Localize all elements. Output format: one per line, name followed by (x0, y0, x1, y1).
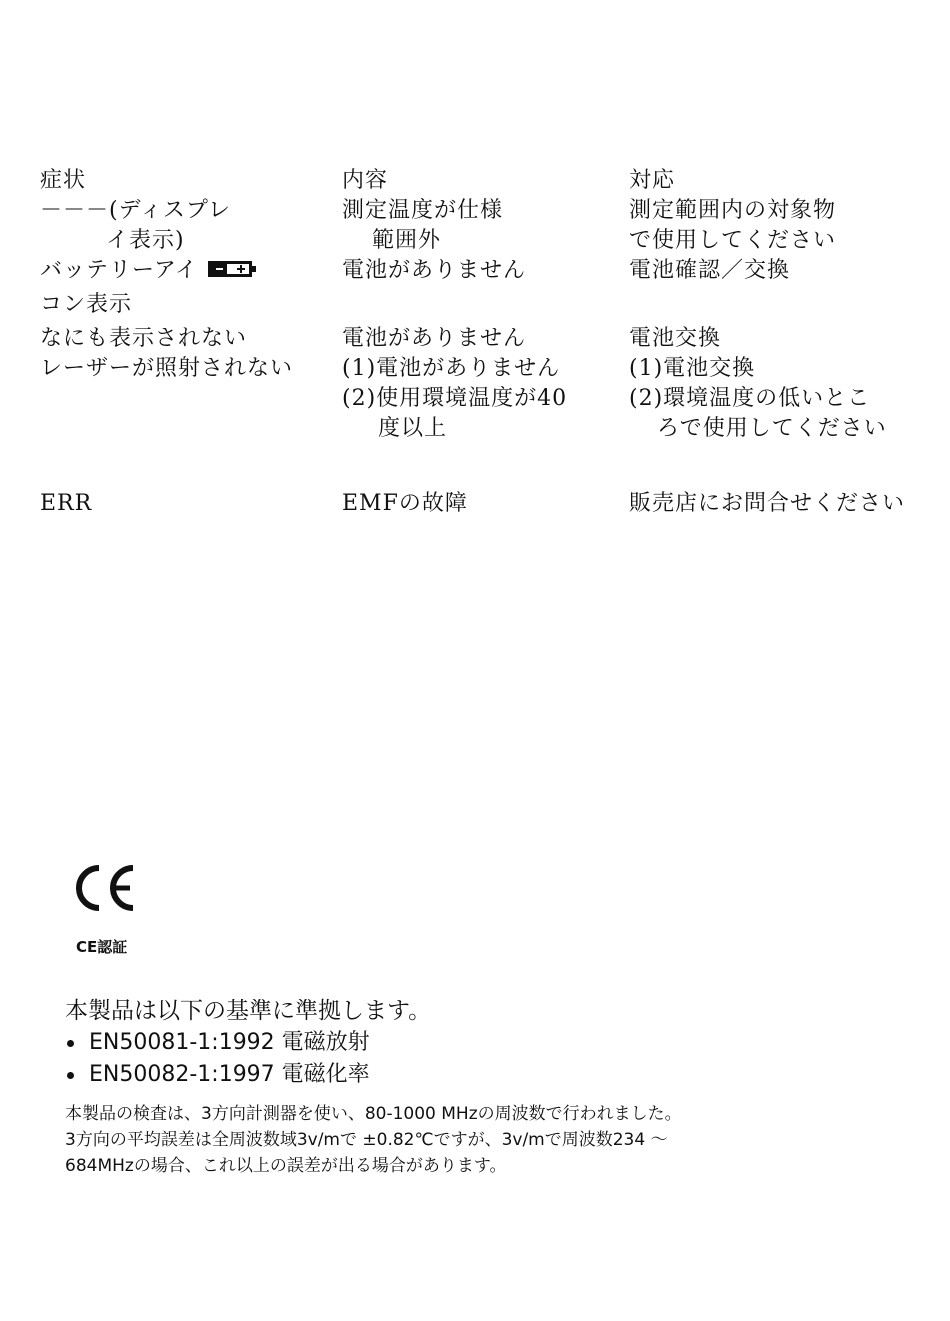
standard-item: EN50081-1:1992 電磁放射 (65, 1027, 370, 1059)
row2-content: 電池がありません (342, 258, 527, 283)
header-action: 対応 (629, 168, 676, 193)
row5-content: EMFの故障 (342, 491, 468, 516)
standards-intro: 本製品は以下の基準に準拠します。 (65, 998, 432, 1024)
test-note-line: 684MHzの場合、これ以上の誤差が出る場合があります。 (65, 1156, 507, 1176)
standards-list (65, 1027, 370, 1091)
row2-action: 電池確認／交換 (629, 258, 791, 283)
row1-symptom-line1: －－－(ディスプレ (40, 198, 231, 223)
row1-action-line2: で使用してください (629, 228, 837, 253)
test-note-line: 本製品の検査は、3方向計測器を使い、80-1000 MHzの周波数で行われました。 (65, 1104, 682, 1124)
row4-content-line2: (2)使用環境温度が40 (342, 386, 568, 411)
row4-action-line2: (2)環境温度の低いとこ (629, 386, 871, 411)
ce-label: CE認証 (76, 938, 128, 956)
ce-mark-icon (72, 862, 142, 914)
row2-symptom-line1 (40, 256, 252, 286)
standard-item: EN50082-1:1997 電磁化率 (65, 1059, 370, 1091)
row1-content-line2: 範囲外 (372, 228, 442, 253)
test-note (65, 1101, 682, 1179)
row3-symptom: なにも表示されない (40, 326, 248, 351)
row5-symptom: ERR (40, 491, 93, 516)
row5-action: 販売店にお問合せください (629, 491, 906, 516)
header-content: 内容 (342, 168, 389, 193)
header-symptom: 症状 (40, 168, 87, 193)
row4-content-line1: (1)電池がありません (342, 356, 561, 381)
row1-action-line1: 測定範囲内の対象物 (629, 198, 837, 223)
test-note-line: 3方向の平均誤差は全周波数域3v/mで ±0.82℃ですが、3v/mで周波数234 ～ (65, 1130, 668, 1150)
row2-symptom-text: バッテリーアイ (40, 258, 198, 283)
row1-content-line1: 測定温度が仕様 (342, 198, 504, 223)
row4-content-line3: 度以上 (378, 416, 448, 441)
row1-symptom-line2: イ表示) (106, 228, 185, 253)
row4-action-line1: (1)電池交換 (629, 356, 756, 381)
row4-symptom: レーザーが照射されない (40, 356, 294, 381)
row2-symptom-line2: コン表示 (40, 292, 133, 317)
battery-low-icon (208, 261, 252, 277)
row3-content: 電池がありません (342, 326, 527, 351)
row4-action-line3: ろで使用してください (657, 416, 887, 441)
row3-action: 電池交換 (629, 326, 722, 351)
